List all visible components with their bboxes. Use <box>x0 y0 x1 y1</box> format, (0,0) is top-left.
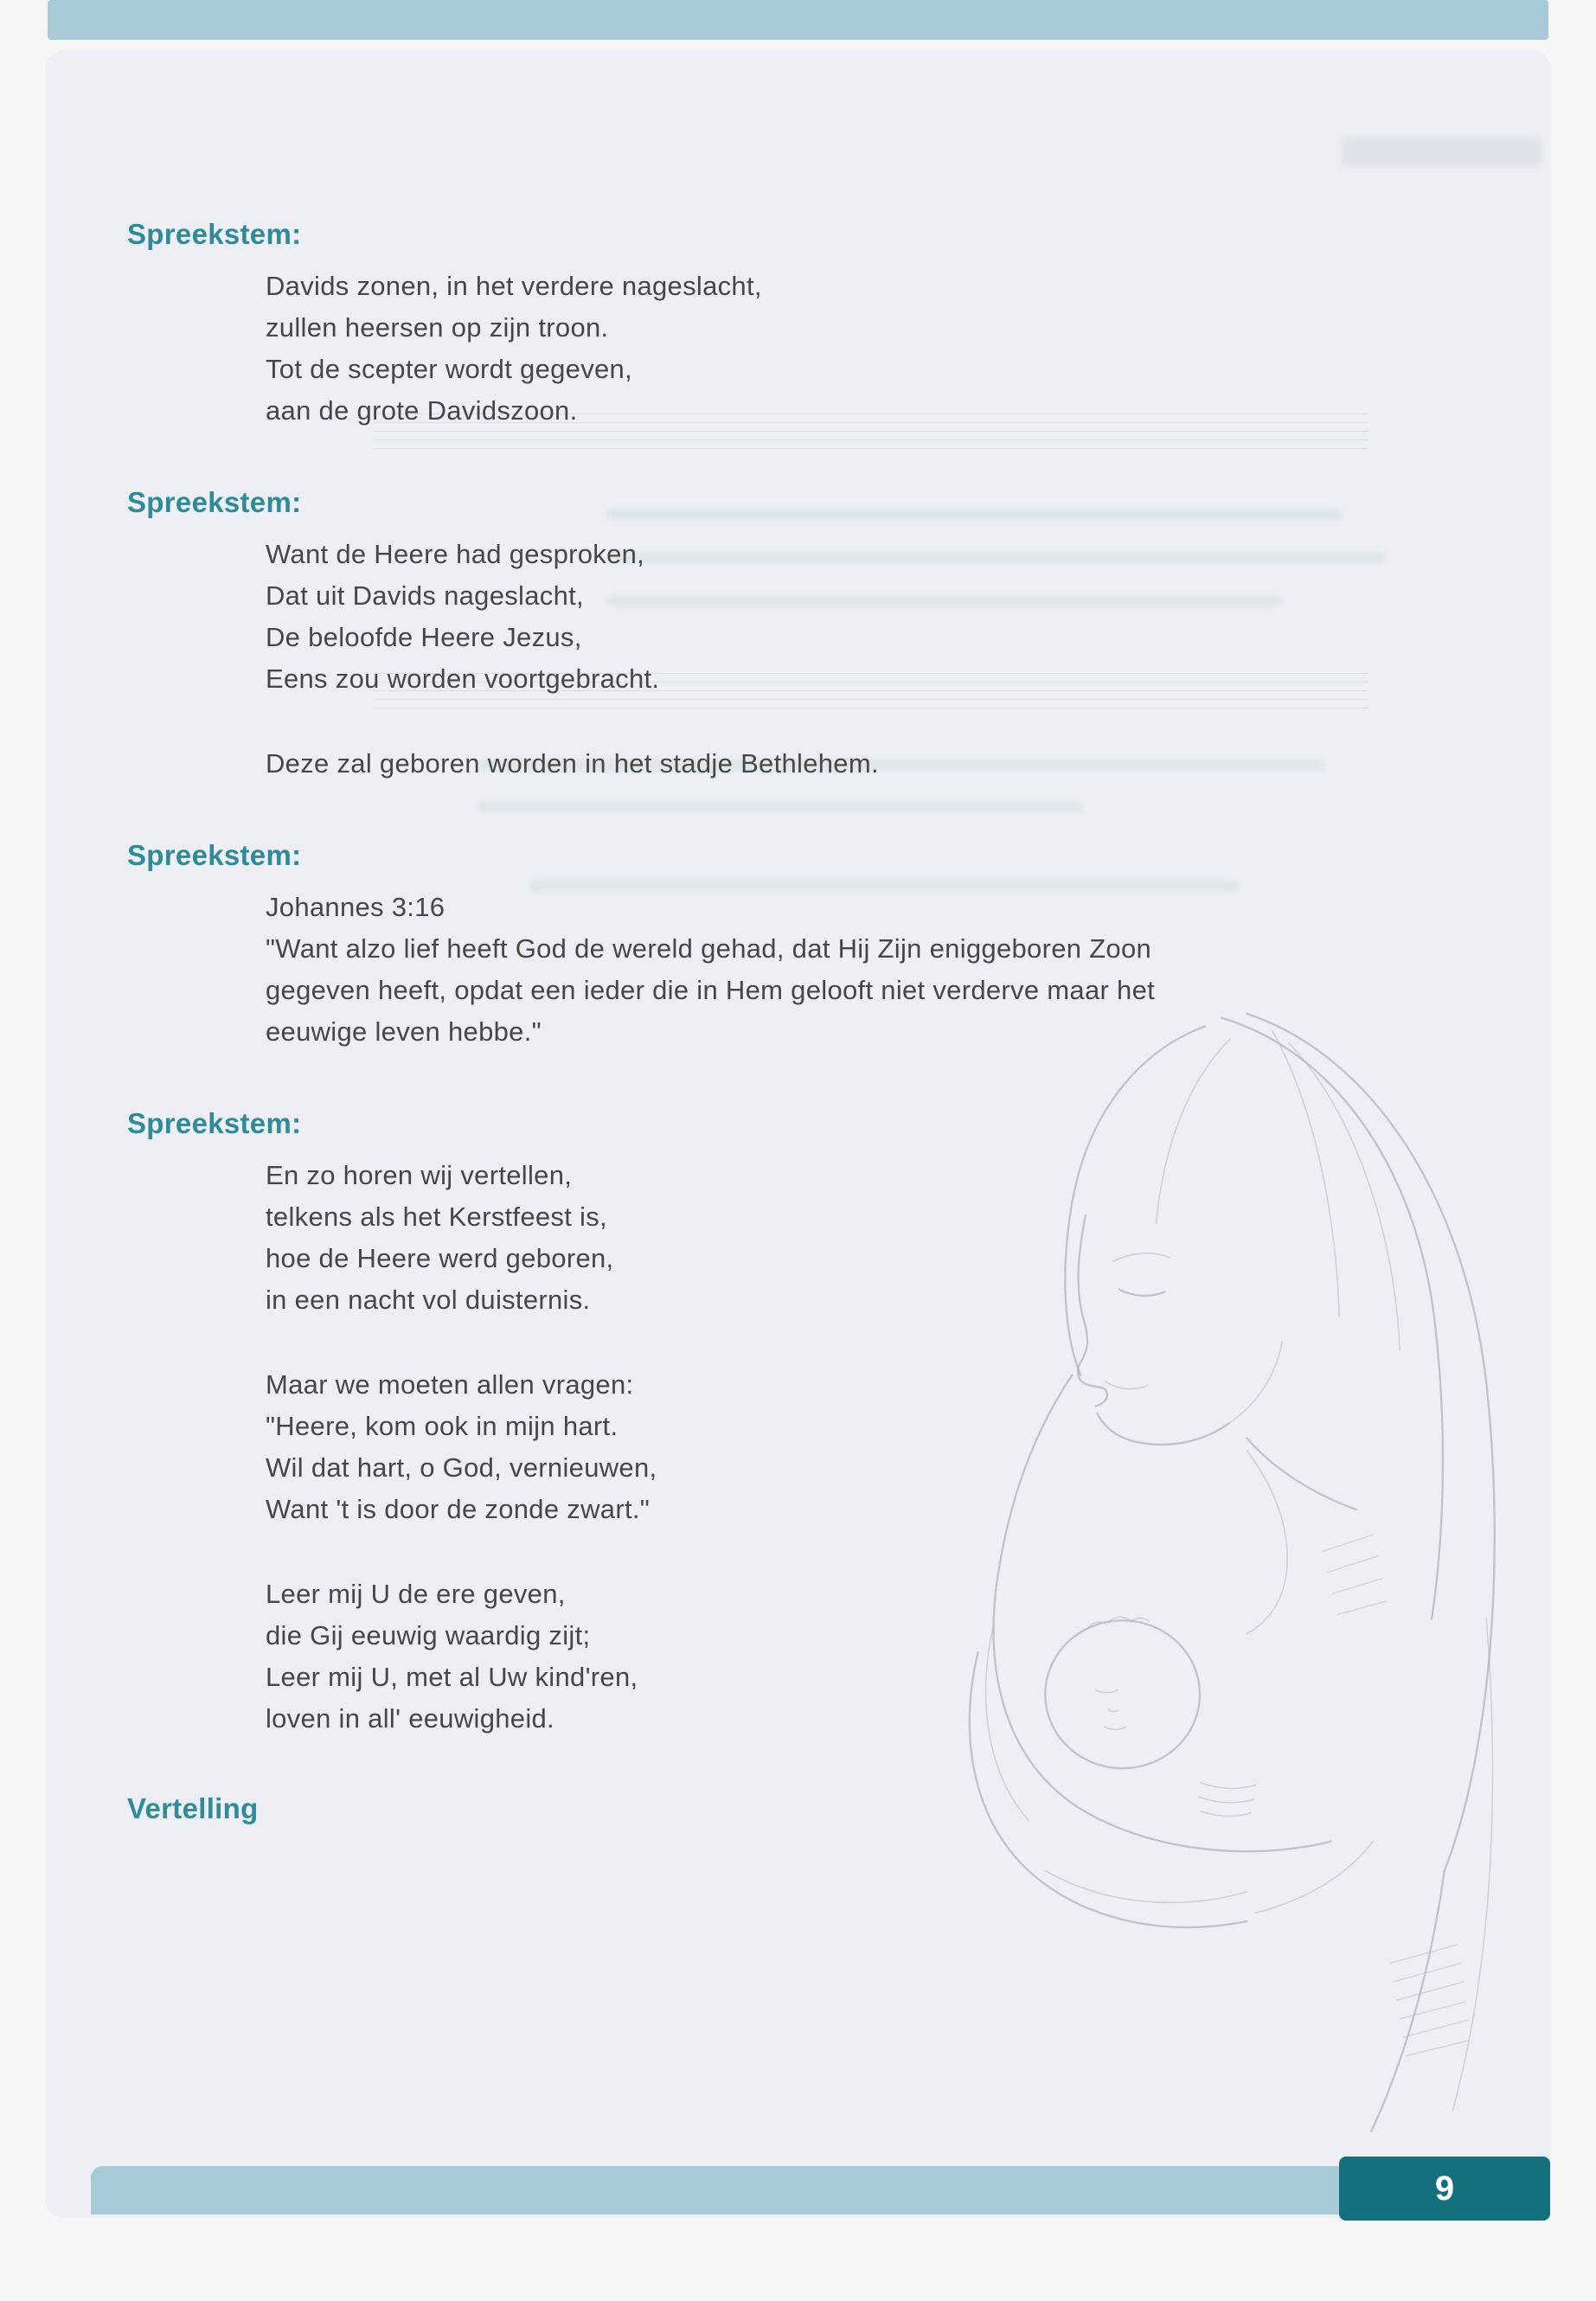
verse-line: die Gij eeuwig waardig zijt; <box>266 1620 591 1650</box>
bottom-decorative-bar <box>91 2166 1347 2214</box>
verse-line: Leer mij U, met al Uw kind'ren, <box>266 1662 638 1692</box>
scripture-reference: Johannes 3:16 <box>266 892 445 922</box>
spreekstem-section-1 <box>127 217 1511 432</box>
verse-line: loven in all' eeuwigheid. <box>266 1703 554 1734</box>
scripture-line: eeuwige leven hebbe." <box>266 1016 542 1047</box>
verse-line: telkens als het Kerstfeest is, <box>266 1202 607 1232</box>
section-heading: Spreekstem: <box>127 486 302 518</box>
spreekstem-section-3 <box>127 838 1511 1053</box>
verse-line: Maar we moeten allen vragen: <box>266 1369 634 1400</box>
section-heading: Spreekstem: <box>127 839 302 871</box>
vertelling-heading: Vertelling <box>127 1792 259 1824</box>
spreekstem-section-4 <box>127 1106 1511 1740</box>
section-heading: Spreekstem: <box>127 1107 302 1139</box>
verse-line: De beloofde Heere Jezus, <box>266 622 582 652</box>
verse-line: Want de Heere had gesproken, <box>266 539 645 569</box>
ghost-title-bar <box>1343 137 1542 166</box>
verse-line: Leer mij U de ere geven, <box>266 1579 566 1609</box>
verse-line: zullen heersen op zijn troon. <box>266 312 609 343</box>
verse-line: in een nacht vol duisternis. <box>266 1285 591 1315</box>
top-decorative-bar <box>48 0 1548 40</box>
verse-stanza <box>266 266 1511 432</box>
verse-stanza <box>266 1574 1511 1740</box>
page-panel <box>45 50 1551 2218</box>
verse-stanza <box>266 1155 1511 1321</box>
verse-line: Davids zonen, in het verdere nageslacht, <box>266 271 762 301</box>
verse-line: Eens zou worden voortgebracht. <box>266 663 660 694</box>
verse-stanza <box>266 743 1511 785</box>
section-heading: Spreekstem: <box>127 218 302 250</box>
page-number-box <box>1339 2157 1550 2221</box>
verse-stanza <box>266 1364 1511 1530</box>
verse-line: hoe de Heere werd geboren, <box>266 1243 614 1273</box>
spreekstem-section-2 <box>127 485 1511 785</box>
page-number: 9 <box>1434 2169 1455 2208</box>
verse-line: "Heere, kom ook in mijn hart. <box>266 1411 619 1441</box>
verse-line: Deze zal geboren worden in het stadje Bethlehem. <box>266 748 879 779</box>
verse-line: Want 't is door de zonde zwart." <box>266 1494 651 1524</box>
verse-line: Wil dat hart, o God, vernieuwen, <box>266 1452 657 1483</box>
scripture-quote <box>266 887 1511 1053</box>
verse-line: Tot de scepter wordt gegeven, <box>266 354 633 384</box>
scripture-line: "Want alzo lief heeft God de wereld gehad, dat Hij Zijn eniggeboren Zoon <box>266 933 1152 964</box>
verse-line: Dat uit Davids nageslacht, <box>266 580 584 611</box>
verse-line: aan de grote Davidszoon. <box>266 395 578 426</box>
text-column <box>127 217 1511 1840</box>
scripture-line: gegeven heeft, opdat een ieder die in Hem gelooft niet verderve maar het <box>266 975 1156 1005</box>
verse-stanza <box>266 534 1511 700</box>
verse-line: En zo horen wij vertellen, <box>266 1160 573 1190</box>
